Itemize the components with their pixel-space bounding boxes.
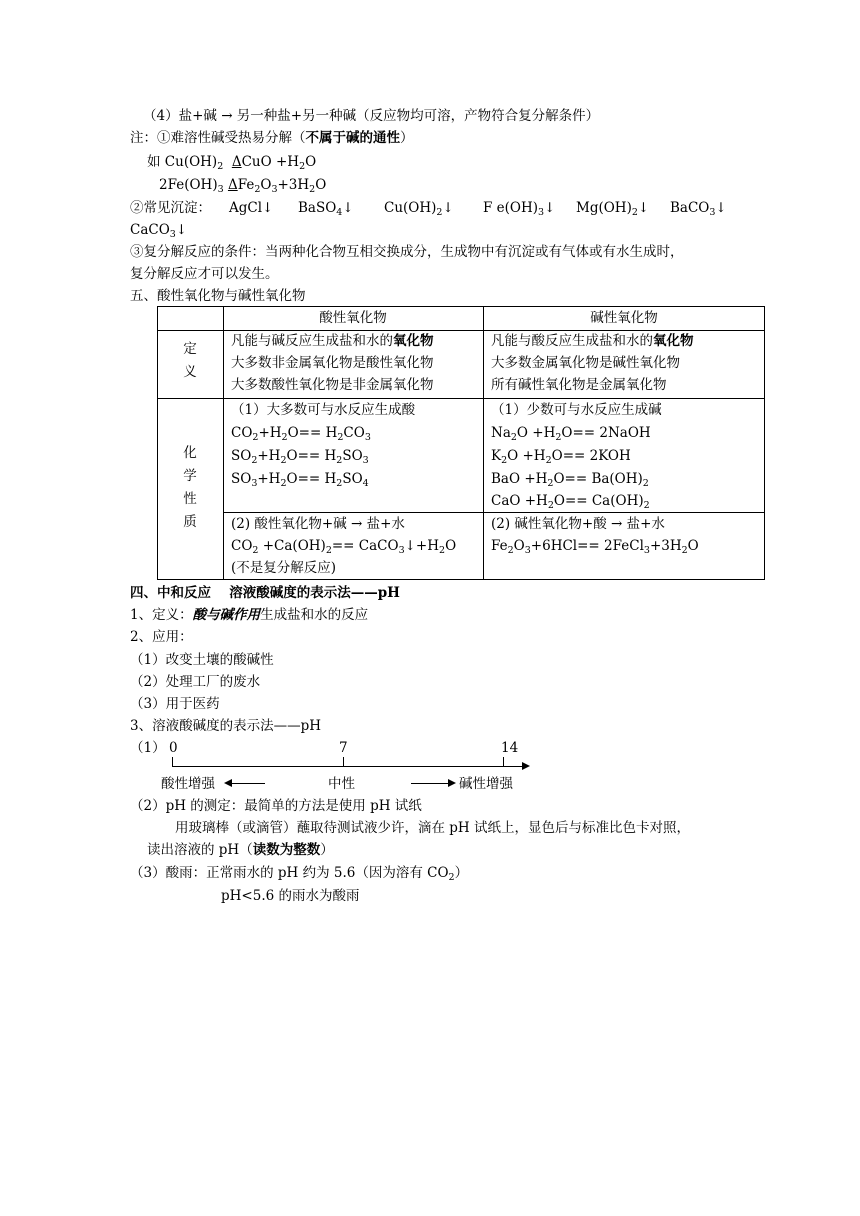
table-border-right (764, 306, 765, 580)
acid-rain-1: （3）酸雨：正常雨水的 pH 约为 5.6（因为溶有 $CO_2$） (130, 865, 469, 883)
detail2-bold: 读数为整数 (252, 842, 321, 858)
ph-scale-axis (172, 766, 524, 767)
eq2-end2: O (315, 177, 327, 193)
eq2-mid2: O (260, 177, 272, 193)
row-label-chemical-text (157, 442, 223, 534)
ph-label-basic: 碱性增强 (459, 776, 513, 792)
section4b-heading: 四、中和反应 溶液酸碱度的表示法——pH (130, 585, 400, 601)
ph-measure-detail-1: 用玻璃棒（或滴管）蘸取待测试液少许，滴在 pH 试纸上，显色后与标准比色卡对照， (175, 820, 690, 836)
base-def-2: 大多数金属氧化物是碱性氧化物 (491, 355, 680, 371)
eq2-sub3: 3 (271, 184, 278, 195)
rule-text: 盐+碱 → 另一种盐+另一种碱（反应物均可溶，产物符合复分解条件） (178, 108, 600, 124)
eq2-mid: Fe (237, 177, 255, 193)
precipitate-caco3: CaCO$_3$↓ (130, 222, 188, 240)
ph-tick-label-14: 14 (501, 740, 519, 756)
eq1-delta: Δ (231, 154, 242, 170)
acid-chem2-title: (2) 酸性氧化物+碱 → 盐+水 (231, 516, 405, 532)
acid-def-1 (231, 330, 434, 353)
base-chem1-eq-4: CaO $+H_2O== Ca(OH)_2$ (491, 493, 650, 511)
base-chem1-title: （1）少数可与水反应生成碱 (491, 402, 662, 418)
precipitate-agcl: AgCl↓ (229, 200, 274, 216)
eq2-sub: 3 (217, 184, 224, 195)
row-label-char: 学 (183, 468, 197, 484)
row-label-chemical (157, 442, 223, 534)
header-base-oxide: 碱性氧化物 (590, 310, 658, 326)
neutralization-definition (130, 605, 368, 625)
rule-salt-base (143, 106, 599, 126)
equation-cuoh2 (147, 152, 316, 172)
basic-arrow-line (411, 783, 449, 784)
application-label: 2、应用： (130, 629, 193, 645)
ph-tick-14 (503, 757, 504, 767)
base-chem1-eq-2: $K_2O +H_2O== 2KOH$ (491, 448, 631, 466)
eq1-pre: 如 Cu(OH) (147, 154, 218, 170)
acid-def-2: 大多数非金属氧化物是酸性氧化物 (231, 355, 434, 371)
ph-label-neutral: 中性 (328, 776, 355, 792)
acid-chem1-eq-2: $SO_2+H_2O== H_2SO_3$ (231, 448, 369, 466)
acid-chem1-eq-1: $CO_2+H_2O== H_2CO_3$ (231, 425, 371, 443)
eq1-end: O (305, 154, 317, 170)
equation-feoh3 (159, 175, 326, 195)
ph-tick-label-7: 7 (339, 740, 348, 756)
acid-chem2-note: (不是复分解反应) (231, 560, 337, 576)
detail2-pre: 读出溶液的 pH（ (147, 842, 253, 858)
eq2-pre: 2Fe(OH) (159, 177, 218, 193)
note-3-line1: ③复分解反应的条件：当两种化合物互相交换成分，生成物中有沉淀或有气体或有水生成时， (130, 244, 684, 260)
note-label: 注： (130, 130, 157, 146)
rule-number: （4） (143, 108, 179, 124)
base-def-1 (491, 330, 694, 353)
eq2-sub2: 2 (254, 184, 261, 195)
base-chem1-eq-3: BaO $+H_2O== Ba(OH)_2$ (491, 471, 649, 489)
note2-label-text: ②常见沉淀： (130, 200, 211, 216)
acid-def-3: 大多数酸性氧化物是非金属氧化物 (231, 377, 434, 393)
eq1-sub2: 2 (299, 161, 306, 172)
row-label-char: 化 (183, 445, 197, 461)
base-def-1-bold: 氧化物 (653, 333, 694, 349)
base-chem1-eq-1: $Na_2O +H_2O==$ 2NaOH (491, 425, 651, 443)
ph-measure: （2）pH 的测定：最简单的方法是使用 pH 试纸 (130, 798, 422, 814)
table-col-sep-2 (483, 306, 484, 580)
note-2-label (130, 198, 211, 218)
application-1: （1）改变土壤的酸碱性 (130, 652, 274, 668)
precipitate-mgoh2: $Mg(OH)_2↓$ (576, 200, 650, 218)
ph-label-acidic: 酸性增强 (161, 776, 215, 792)
base-def-3: 所有碱性氧化物是金属氧化物 (491, 377, 667, 393)
table-col-sep-1 (223, 306, 224, 580)
note-1 (130, 128, 414, 148)
acid-chem2-eq: $CO_2 +Ca(OH)_2==$ $CaCO_3↓+H_2O$ (231, 538, 457, 556)
note1-text: ①难溶性碱受热易分解（ (157, 130, 306, 146)
note-3-line2: 复分解反应才可以发生。 (130, 266, 279, 282)
precipitate-feoh3: F $e(OH)_3↓$ (483, 200, 556, 218)
note1-close: ） (400, 130, 414, 146)
ph-title: 3、溶液酸碱度的表示法——pH (130, 718, 322, 734)
acid-def-1-bold: 氧化物 (393, 333, 434, 349)
ph-measure-detail-2 (147, 840, 334, 860)
base-def-1-text: 凡能与酸反应生成盐和水的 (491, 333, 653, 349)
row-label-definition (157, 338, 223, 384)
row-label-char: 定 (183, 341, 197, 357)
detail2-post: ） (320, 842, 334, 858)
definition-bold: 酸与碱作用 (192, 607, 261, 623)
acid-chem1-title: （1）大多数可与水反应生成酸 (231, 402, 416, 418)
eq2-end: +3H (277, 177, 310, 193)
eq1-sub: 2 (217, 161, 224, 172)
base-chem2-title: (2) 碱性氧化物+酸 → 盐+水 (491, 516, 665, 532)
header-acid-oxide: 酸性氧化物 (319, 310, 387, 326)
precipitate-baco3: BaCO$_3$↓ (670, 200, 727, 218)
application-3: （3）用于医药 (130, 696, 220, 712)
ph-axis-arrow-icon (522, 762, 530, 770)
precipitate-baso4: BaSO$_4$↓ (298, 200, 354, 218)
row-label-char: 质 (183, 514, 197, 530)
definition-label: 1、定义： (130, 607, 193, 623)
acid-rain-2: pH<5.6 的雨水为酸雨 (221, 888, 360, 904)
acid-chem1-eq-3: $SO_3+H_2O== H_2SO_4$ (231, 471, 369, 489)
ph-scale-number: （1） (130, 740, 166, 756)
row-label-char: 义 (183, 364, 197, 380)
ph-tick-7 (343, 757, 344, 767)
ph-tick-0 (172, 757, 173, 767)
row-label-char: 性 (183, 491, 197, 507)
basic-arrow-icon (448, 779, 456, 787)
section5-heading: 五、酸性氧化物与碱性氧化物 (130, 288, 306, 304)
application-2: （2）处理工厂的废水 (130, 674, 261, 690)
precipitate-cuoh2: $Cu(OH)_2↓$ (384, 200, 454, 218)
acidic-arrow-line (231, 783, 265, 784)
eq1-post: CuO +H (241, 154, 300, 170)
note1-bold: 不属于碱的通性 (305, 130, 400, 146)
definition-rest: 生成盐和水的反应 (260, 607, 369, 623)
oxide-table (157, 306, 765, 580)
row-label-definition-text (157, 338, 223, 384)
acid-def-1-text: 凡能与碱反应生成盐和水的 (231, 333, 393, 349)
eq2-delta: Δ (227, 177, 238, 193)
base-chem2-eq: $Fe_2O_3+6HCl==$ $2FeCl_3+3H_2O$ (491, 538, 699, 556)
eq2-sub4: 2 (309, 184, 316, 195)
ph-tick-label-0: 0 (169, 740, 178, 756)
